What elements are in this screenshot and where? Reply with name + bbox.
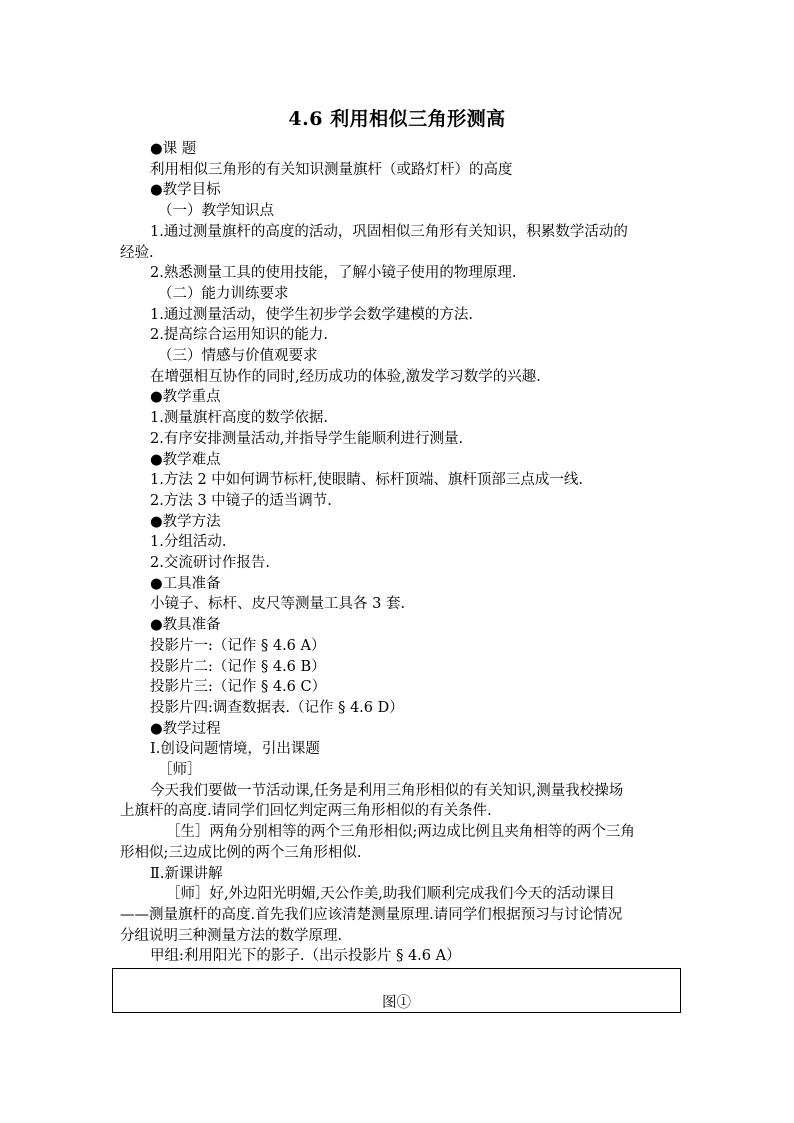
sub-heading: Ⅱ.新课讲解 <box>150 866 223 882</box>
sub-heading: （三）情感与价值观要求 <box>158 348 318 364</box>
figure-box <box>112 968 681 1013</box>
speaker-tag: ［师］ <box>158 762 202 778</box>
section-heading: ●教学目标 <box>150 182 221 198</box>
paragraph: 经验. <box>120 245 154 261</box>
paragraph: 投影片二:（记作 § 4.6 B） <box>150 659 326 675</box>
paragraph: 2.方法 3 中镜子的适当调节. <box>150 493 332 509</box>
paragraph: 2.提高综合运用知识的能力. <box>150 327 328 343</box>
paragraph: 1.分组活动. <box>150 534 227 550</box>
paragraph: 利用相似三角形的有关知识测量旗杆（或路灯杆）的高度 <box>150 162 513 178</box>
paragraph: 上旗杆的高度.请同学们回忆判定两三角形相似的有关条件. <box>120 803 492 819</box>
paragraph: 2.交流研讨作报告. <box>150 555 270 571</box>
sub-heading: （二）能力训练要求 <box>158 286 289 302</box>
section-heading: ●教学重点 <box>150 389 221 405</box>
sub-heading: Ⅰ.创设问题情境，引出课题 <box>150 741 320 757</box>
paragraph: 2.熟悉测量工具的使用技能，了解小镜子使用的物理原理. <box>150 265 517 281</box>
paragraph: 甲组:利用阳光下的影子.（出示投影片 § 4.6 A） <box>150 948 461 964</box>
paragraph: ——测量旗杆的高度.首先我们应该清楚测量原理.请同学们根据预习与讨论情况 <box>120 907 623 923</box>
section-heading: ●教学过程 <box>150 721 221 737</box>
section-heading: ●工具准备 <box>150 576 221 592</box>
paragraph: 在增强相互协作的同时,经历成功的体验,激发学习数学的兴趣. <box>150 369 541 385</box>
paragraph: ［生］两角分别相等的两个三角形相似;两边成比例且夹角相等的两个三角 <box>166 824 635 840</box>
paragraph: 1.测量旗杆高度的数学依据. <box>150 410 328 426</box>
paragraph: 投影片三:（记作 § 4.6 C） <box>150 679 327 695</box>
section-heading: ●教学难点 <box>150 452 221 468</box>
paragraph: 今天我们要做一节活动课,任务是利用三角形相似的有关知识,测量我校操场 <box>150 783 624 799</box>
paragraph: 投影片四:调查数据表.（记作 § 4.6 D） <box>150 700 404 716</box>
page-title: 4.6 利用相似三角形测高 <box>288 108 506 130</box>
paragraph: 1.通过测量旗杆的高度的活动，巩固相似三角形有关知识，积累数学活动的 <box>150 224 628 240</box>
paragraph: 分组说明三种测量方法的数学原理. <box>120 928 343 944</box>
paragraph: ［师］好,外边阳光明媚,天公作美,助我们顺利完成我们今天的活动课目 <box>166 886 615 902</box>
paragraph: 投影片一:（记作 § 4.6 A） <box>150 638 326 654</box>
paragraph: 形相似;三边成比例的两个三角形相似. <box>120 845 362 861</box>
section-heading: ●课 题 <box>150 141 197 157</box>
paragraph: 1.通过测量活动，使学生初步学会数学建模的方法. <box>150 307 473 323</box>
section-heading: ●教具准备 <box>150 617 221 633</box>
sub-heading: （一）教学知识点 <box>158 203 274 219</box>
section-heading: ●教学方法 <box>150 514 221 530</box>
paragraph: 小镜子、标杆、皮尺等测量工具各 3 套. <box>150 596 406 612</box>
paragraph: 2.有序安排测量活动,并指导学生能顺利进行测量. <box>150 431 464 447</box>
paragraph: 1.方法 2 中如何调节标杆,使眼睛、标杆顶端、旗杆顶部三点成一线. <box>150 472 583 488</box>
figure-caption: 图① <box>382 995 411 1011</box>
